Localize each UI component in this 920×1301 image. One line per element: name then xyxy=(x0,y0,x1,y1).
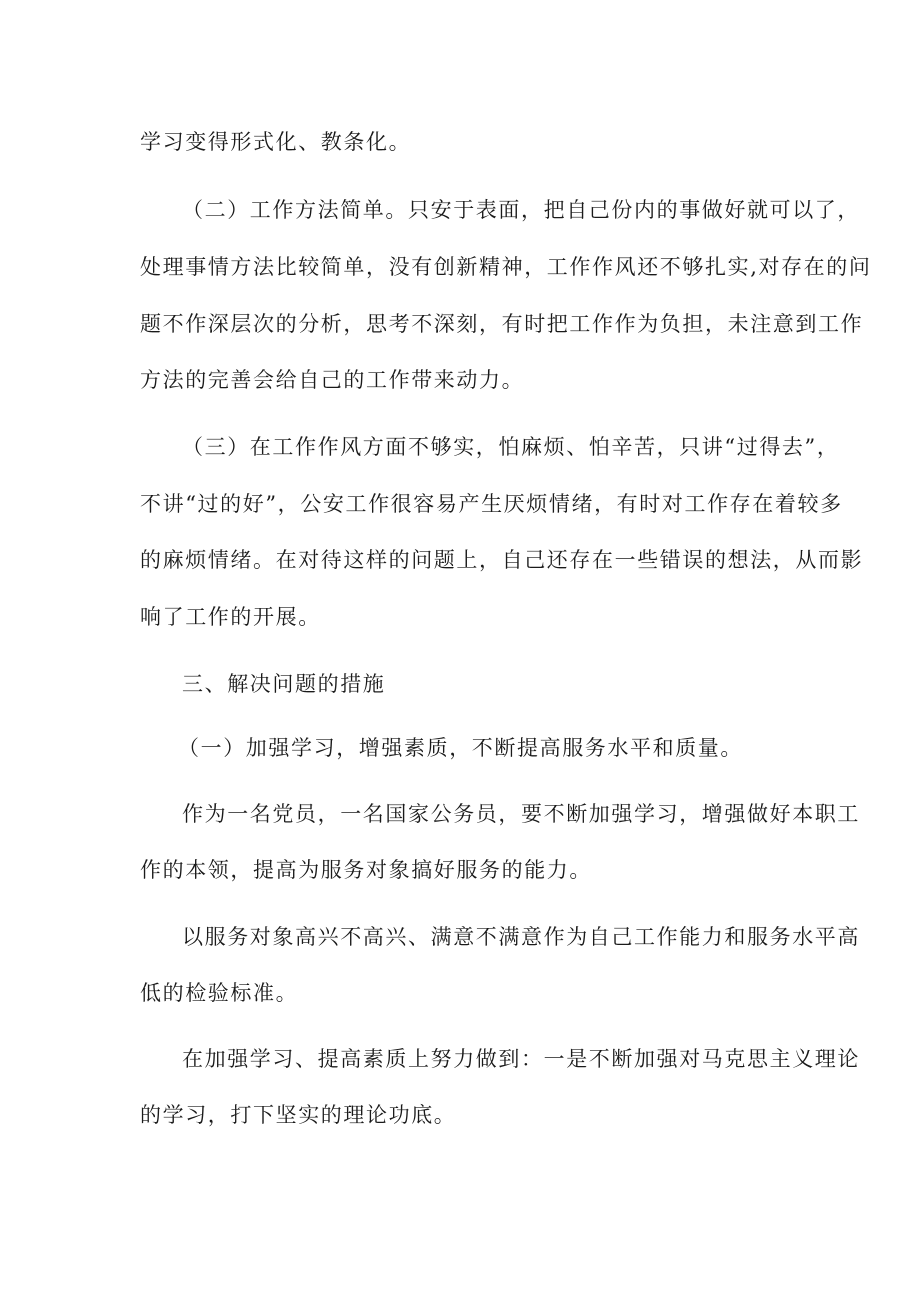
paragraph-line: 作的本领，提高为服务对象搞好服务的能力。 xyxy=(140,858,592,882)
paragraph-line: 响了工作的开展。 xyxy=(140,605,321,629)
paragraph-line: 作为一名党员，一名国家公务员，要不断加强学习，增强做好本职工 xyxy=(182,802,860,826)
paragraph-line: 的麻烦情绪。在对待这样的问题上，自己还存在一些错误的想法，从而影 xyxy=(140,548,864,572)
paragraph-line: 低的检验标准。 xyxy=(140,981,299,1005)
paragraph-line: 题不作深层次的分析，思考不深刻，有时把工作作为负担，未注意到工作 xyxy=(140,312,864,336)
paragraph-line: 不讲“过的好”，公安工作很容易产生厌烦情绪，有时对工作存在着较多 xyxy=(140,492,843,516)
paragraph-line: （三）在工作作风方面不够实，怕麻烦、怕辛苦，只讲“过得去”， xyxy=(182,435,840,459)
paragraph-line: 以服务对象高兴不高兴、满意不满意作为自己工作能力和服务水平高 xyxy=(182,925,860,949)
paragraph-line: （二）工作方法简单。只安于表面，把自己份内的事做好就可以了， xyxy=(182,198,860,222)
paragraph-line: 在加强学习、提高素质上努力做到：一是不断加强对马克思主义理论 xyxy=(182,1047,860,1071)
section-heading: 三、解决问题的措施 xyxy=(182,672,386,696)
paragraph-line: 学习变得形式化、教条化。 xyxy=(140,130,412,154)
paragraph-line: 方法的完善会给自己的工作带来动力。 xyxy=(140,368,525,392)
paragraph-line: 处理事情方法比较简单，没有创新精神，工作作风还不够扎实,对存在的问 xyxy=(140,255,872,279)
paragraph-line: 的学习，打下坚实的理论功底。 xyxy=(140,1103,457,1127)
subsection-heading: （一）加强学习，增强素质，不断提高服务水平和质量。 xyxy=(178,736,743,760)
